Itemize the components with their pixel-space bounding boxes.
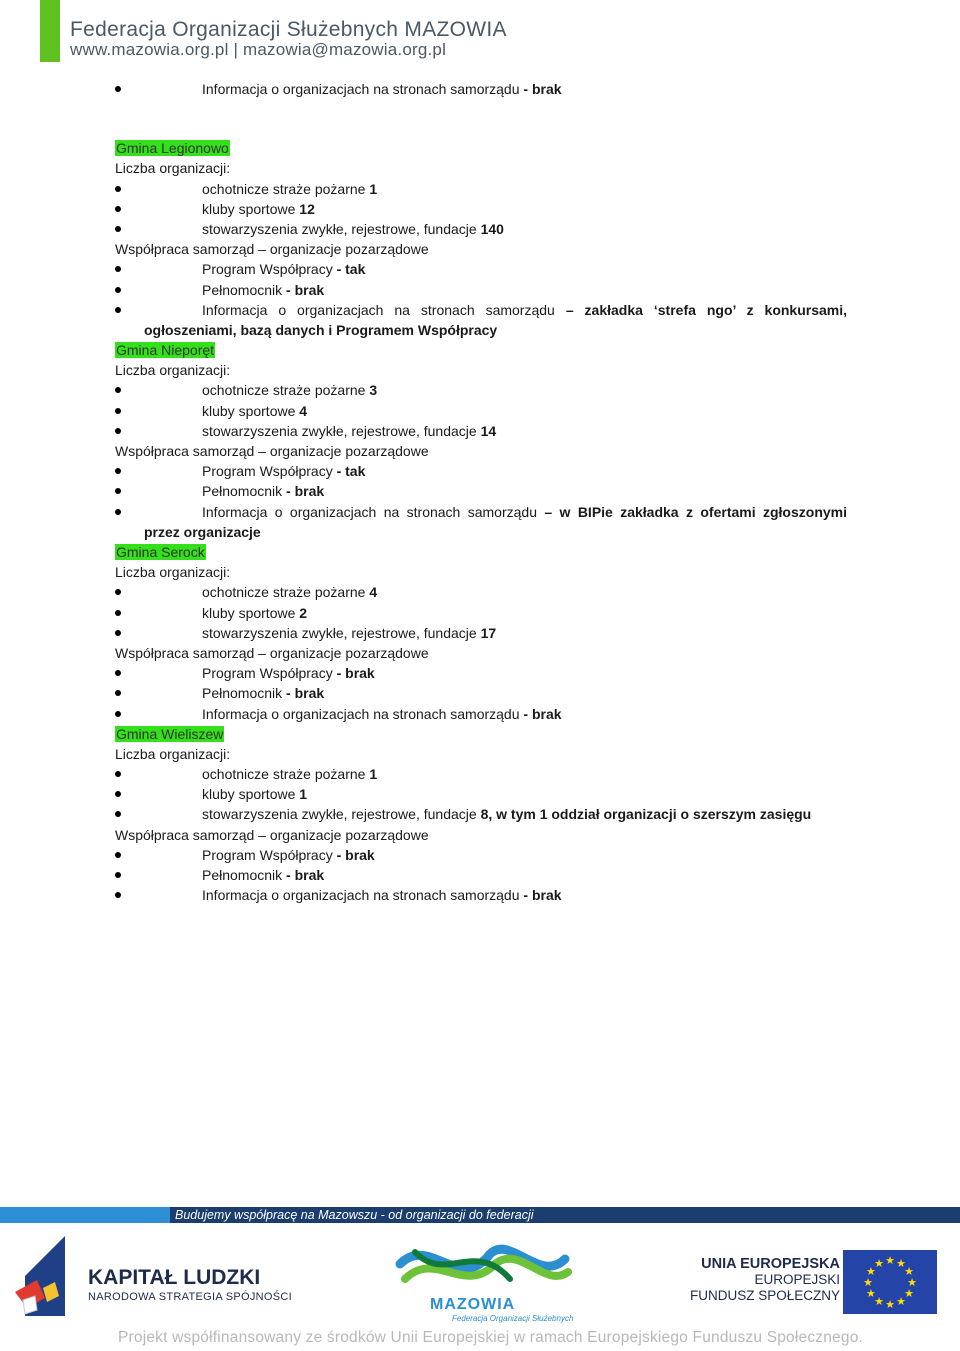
list-item: ochotnicze straże pożarne 3 — [115, 380, 847, 400]
list-item: Program Współpracy - tak — [115, 461, 847, 481]
gmina-section — [115, 138, 847, 340]
ue-line2: EUROPEJSKI — [754, 1272, 840, 1287]
count-label: Liczba organizacji: — [115, 745, 231, 762]
list-item: Program Współpracy - brak — [115, 663, 847, 683]
list-item: stowarzyszenia zwykłe, rejestrowe, fundacje 14 — [115, 421, 847, 441]
eu-star-icon: ★ — [904, 1288, 914, 1300]
gmina-section — [115, 340, 847, 542]
list-item: kluby sportowe 4 — [115, 401, 847, 421]
list-item: stowarzyszenia zwykłe, rejestrowe, fundacje 140 — [115, 219, 847, 239]
gmina-name: Gmina Serock — [116, 544, 205, 560]
count-label: Liczba organizacji: — [115, 160, 231, 177]
eu-flag-icon — [843, 1250, 937, 1314]
list-item: Informacja o organizacjach na stronach samorządu - brak — [115, 704, 847, 724]
list-item: Informacja o organizacjach na stronach samorządu - brak — [115, 79, 847, 99]
list-item: Informacja o organizacjach na stronach samorządu – zakładka ‘strefa ngo’ z konkursami, ogłoszeniami, bazą danych i Programem Współpracy — [115, 300, 847, 340]
kapital-ludzki-title: KAPITAŁ LUDZKI — [88, 1266, 261, 1289]
header-accent-bar — [40, 0, 60, 62]
cooperation-label: Współpraca samorząd – organizacje pozarządowe — [115, 443, 429, 460]
list-item: ochotnicze straże pożarne 1 — [115, 179, 847, 199]
eu-star-icon: ★ — [866, 1288, 876, 1300]
footer-slogan: Budujemy współpracę na Mazowszu - od organizacji do federacji — [175, 1208, 534, 1222]
list-item: Pełnomocnik - brak — [115, 280, 847, 300]
gmina-section — [115, 724, 847, 906]
kapital-ludzki-subtitle: NARODOWA STRATEGIA SPÓJNOŚCI — [88, 1291, 292, 1303]
kapital-ludzki-emblem-icon — [15, 1236, 79, 1320]
list-item: stowarzyszenia zwykłe, rejestrowe, fundacje 17 — [115, 623, 847, 643]
document-body — [115, 79, 847, 905]
footer-slogan-bar — [0, 1207, 960, 1223]
mazowia-name: MAZOWIA — [430, 1296, 516, 1313]
kapital-ludzki-logo — [15, 1236, 295, 1320]
footer-cofinancing-note: Projekt współfinansowany ze środków Unii Europejskiej w ramach Europejskiego Funduszu Społecznego. — [118, 1329, 864, 1346]
count-label: Liczba organizacji: — [115, 362, 231, 379]
eu-star-icon: ★ — [896, 1257, 906, 1270]
list-item: kluby sportowe 2 — [115, 603, 847, 623]
cooperation-label: Współpraca samorząd – organizacje pozarządowe — [115, 644, 429, 661]
eu-star-icon: ★ — [885, 1299, 895, 1311]
list-item: ochotnicze straże pożarne 1 — [115, 764, 847, 784]
list-item: stowarzyszenia zwykłe, rejestrowe, fundacje 8, w tym 1 oddział organizacji o szerszym zasięgu — [115, 804, 847, 824]
list-item: kluby sportowe 12 — [115, 199, 847, 219]
eu-star-icon: ★ — [874, 1296, 884, 1309]
list-item: Pełnomocnik - brak — [115, 481, 847, 501]
eu-star-icon: ★ — [874, 1257, 884, 1270]
gmina-name: Gmina Nieporęt — [116, 342, 215, 359]
list-item: Pełnomocnik - brak — [115, 683, 847, 703]
gmina-name: Gmina Wieliszew — [116, 725, 224, 742]
list-item: Program Współpracy - tak — [115, 259, 847, 279]
ue-line3: FUNDUSZ SPOŁECZNY — [690, 1288, 841, 1303]
eu-star-icon: ★ — [896, 1296, 906, 1309]
mazowia-logo — [390, 1234, 580, 1326]
list-item: Program Współpracy - brak — [115, 845, 847, 865]
eu-star-icon: ★ — [885, 1255, 895, 1267]
cooperation-label: Współpraca samorząd – organizacje pozarządowe — [115, 241, 429, 258]
list-item: Informacja o organizacjach na stronach samorządu - brak — [115, 885, 847, 905]
eu-star-icon: ★ — [866, 1266, 876, 1278]
mazowia-emblem-icon — [390, 1234, 580, 1298]
list-item: Informacja o organizacjach na stronach samorządu – w BIPie zakładka z ofertami zgłoszonymi przez organizacje — [115, 502, 847, 542]
list-item: Pełnomocnik - brak — [115, 865, 847, 885]
eu-star-icon: ★ — [907, 1277, 917, 1289]
list-item: kluby sportowe 1 — [115, 784, 847, 804]
ue-efs-logo-text — [690, 1256, 840, 1304]
mazowia-subtitle: Federacja Organizacji Służebnych — [452, 1314, 574, 1323]
ue-title: UNIA EUROPEJSKA — [701, 1256, 840, 1272]
gmina-name: Gmina Legionowo — [116, 140, 229, 157]
eu-star-icon: ★ — [863, 1277, 873, 1289]
header-title: Federacja Organizacji Służebnych MAZOWIA — [70, 18, 507, 41]
header-contact: www.mazowia.org.pl | mazowia@mazowia.org.pl — [70, 40, 447, 59]
list-item: ochotnicze straże pożarne 4 — [115, 582, 847, 602]
eu-star-icon: ★ — [904, 1266, 914, 1278]
count-label: Liczba organizacji: — [115, 564, 231, 581]
gmina-section — [115, 542, 847, 724]
cooperation-label: Współpraca samorząd – organizacje pozarządowe — [115, 826, 429, 843]
